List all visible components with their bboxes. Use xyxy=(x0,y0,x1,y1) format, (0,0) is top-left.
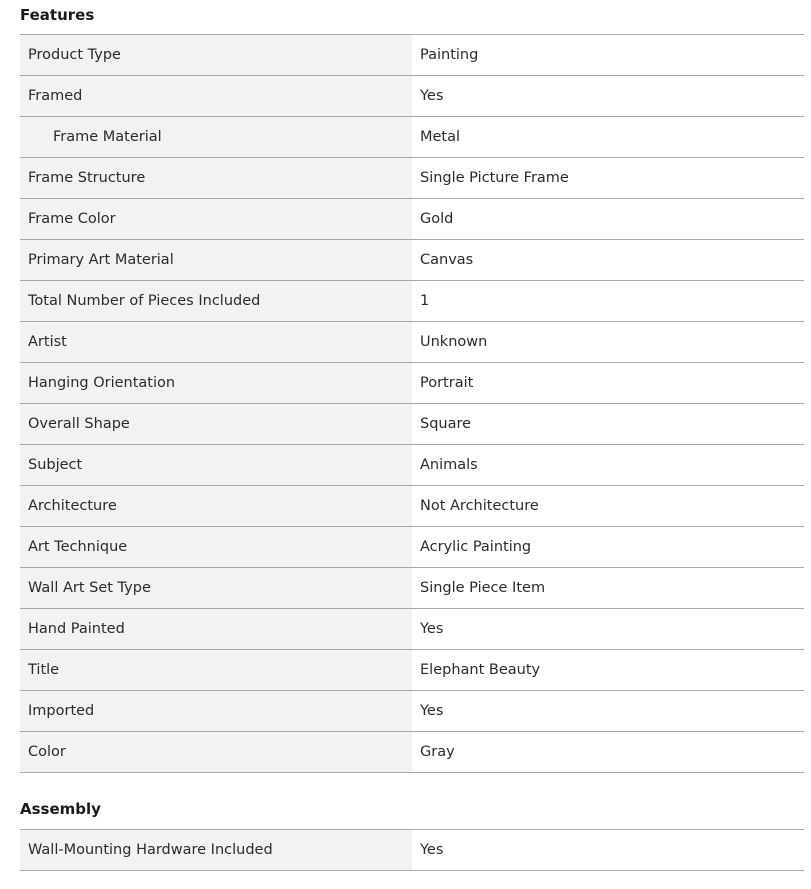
spec-label: Wall-Mounting Hardware Included xyxy=(20,830,412,870)
spec-label: Framed xyxy=(20,76,412,116)
assembly-section xyxy=(0,789,811,871)
assembly-table xyxy=(20,829,804,871)
spec-row-frame-structure xyxy=(20,158,804,199)
spec-row-architecture xyxy=(20,486,804,527)
spec-label: Frame Color xyxy=(20,199,412,239)
spec-row-product-type xyxy=(20,35,804,76)
spec-row-total-pieces xyxy=(20,281,804,322)
spec-row-wall-art-set-type xyxy=(20,568,804,609)
spec-value: Metal xyxy=(420,129,461,145)
spec-value: Unknown xyxy=(420,334,488,350)
spec-label: Product Type xyxy=(20,35,412,75)
spec-value: Square xyxy=(420,416,472,432)
spec-row-imported xyxy=(20,691,804,732)
spec-row-artist xyxy=(20,322,804,363)
spec-value: Gray xyxy=(420,744,455,760)
spec-label: Art Technique xyxy=(20,527,412,567)
spec-label: Primary Art Material xyxy=(20,240,412,280)
spec-row-hand-painted xyxy=(20,609,804,650)
spec-label: Subject xyxy=(20,445,412,485)
spec-label: Frame Structure xyxy=(20,158,412,198)
spec-value: Acrylic Painting xyxy=(420,539,532,555)
spec-row-primary-art-material xyxy=(20,240,804,281)
spec-label: Wall Art Set Type xyxy=(20,568,412,608)
spec-label: Imported xyxy=(20,691,412,731)
spec-value: Painting xyxy=(420,47,479,63)
features-table xyxy=(20,34,804,773)
spec-value: Elephant Beauty xyxy=(420,662,541,678)
spec-row-subject xyxy=(20,445,804,486)
spec-label: Total Number of Pieces Included xyxy=(20,281,412,321)
spec-row-overall-shape xyxy=(20,404,804,445)
spec-label: Frame Material xyxy=(20,117,412,157)
spec-row-color xyxy=(20,732,804,773)
spec-label: Artist xyxy=(20,322,412,362)
spec-value: Yes xyxy=(420,703,444,719)
spec-label: Hanging Orientation xyxy=(20,363,412,403)
spec-label: Architecture xyxy=(20,486,412,526)
spec-row-wall-mounting-hardware xyxy=(20,830,804,871)
spec-row-title xyxy=(20,650,804,691)
spec-value: Yes xyxy=(420,88,444,104)
spec-label: Overall Shape xyxy=(20,404,412,444)
features-title: Features xyxy=(20,6,95,24)
spec-value: Yes xyxy=(420,621,444,637)
spec-value: Single Picture Frame xyxy=(420,170,569,186)
spec-value: Gold xyxy=(420,211,454,227)
spec-value: Animals xyxy=(420,457,478,473)
spec-row-frame-color xyxy=(20,199,804,240)
spec-label: Hand Painted xyxy=(20,609,412,649)
spec-value: Canvas xyxy=(420,252,474,268)
spec-row-frame-material xyxy=(20,117,804,158)
spec-row-art-technique xyxy=(20,527,804,568)
spec-value: Single Piece Item xyxy=(420,580,546,596)
spec-label: Title xyxy=(20,650,412,690)
spec-value: 1 xyxy=(420,293,430,309)
spec-row-framed xyxy=(20,76,804,117)
spec-label: Color xyxy=(20,732,412,772)
spec-value: Yes xyxy=(420,842,444,858)
spec-row-hanging-orientation xyxy=(20,363,804,404)
spec-value: Portrait xyxy=(420,375,474,391)
spec-value: Not Architecture xyxy=(420,498,539,514)
assembly-title: Assembly xyxy=(20,800,101,818)
